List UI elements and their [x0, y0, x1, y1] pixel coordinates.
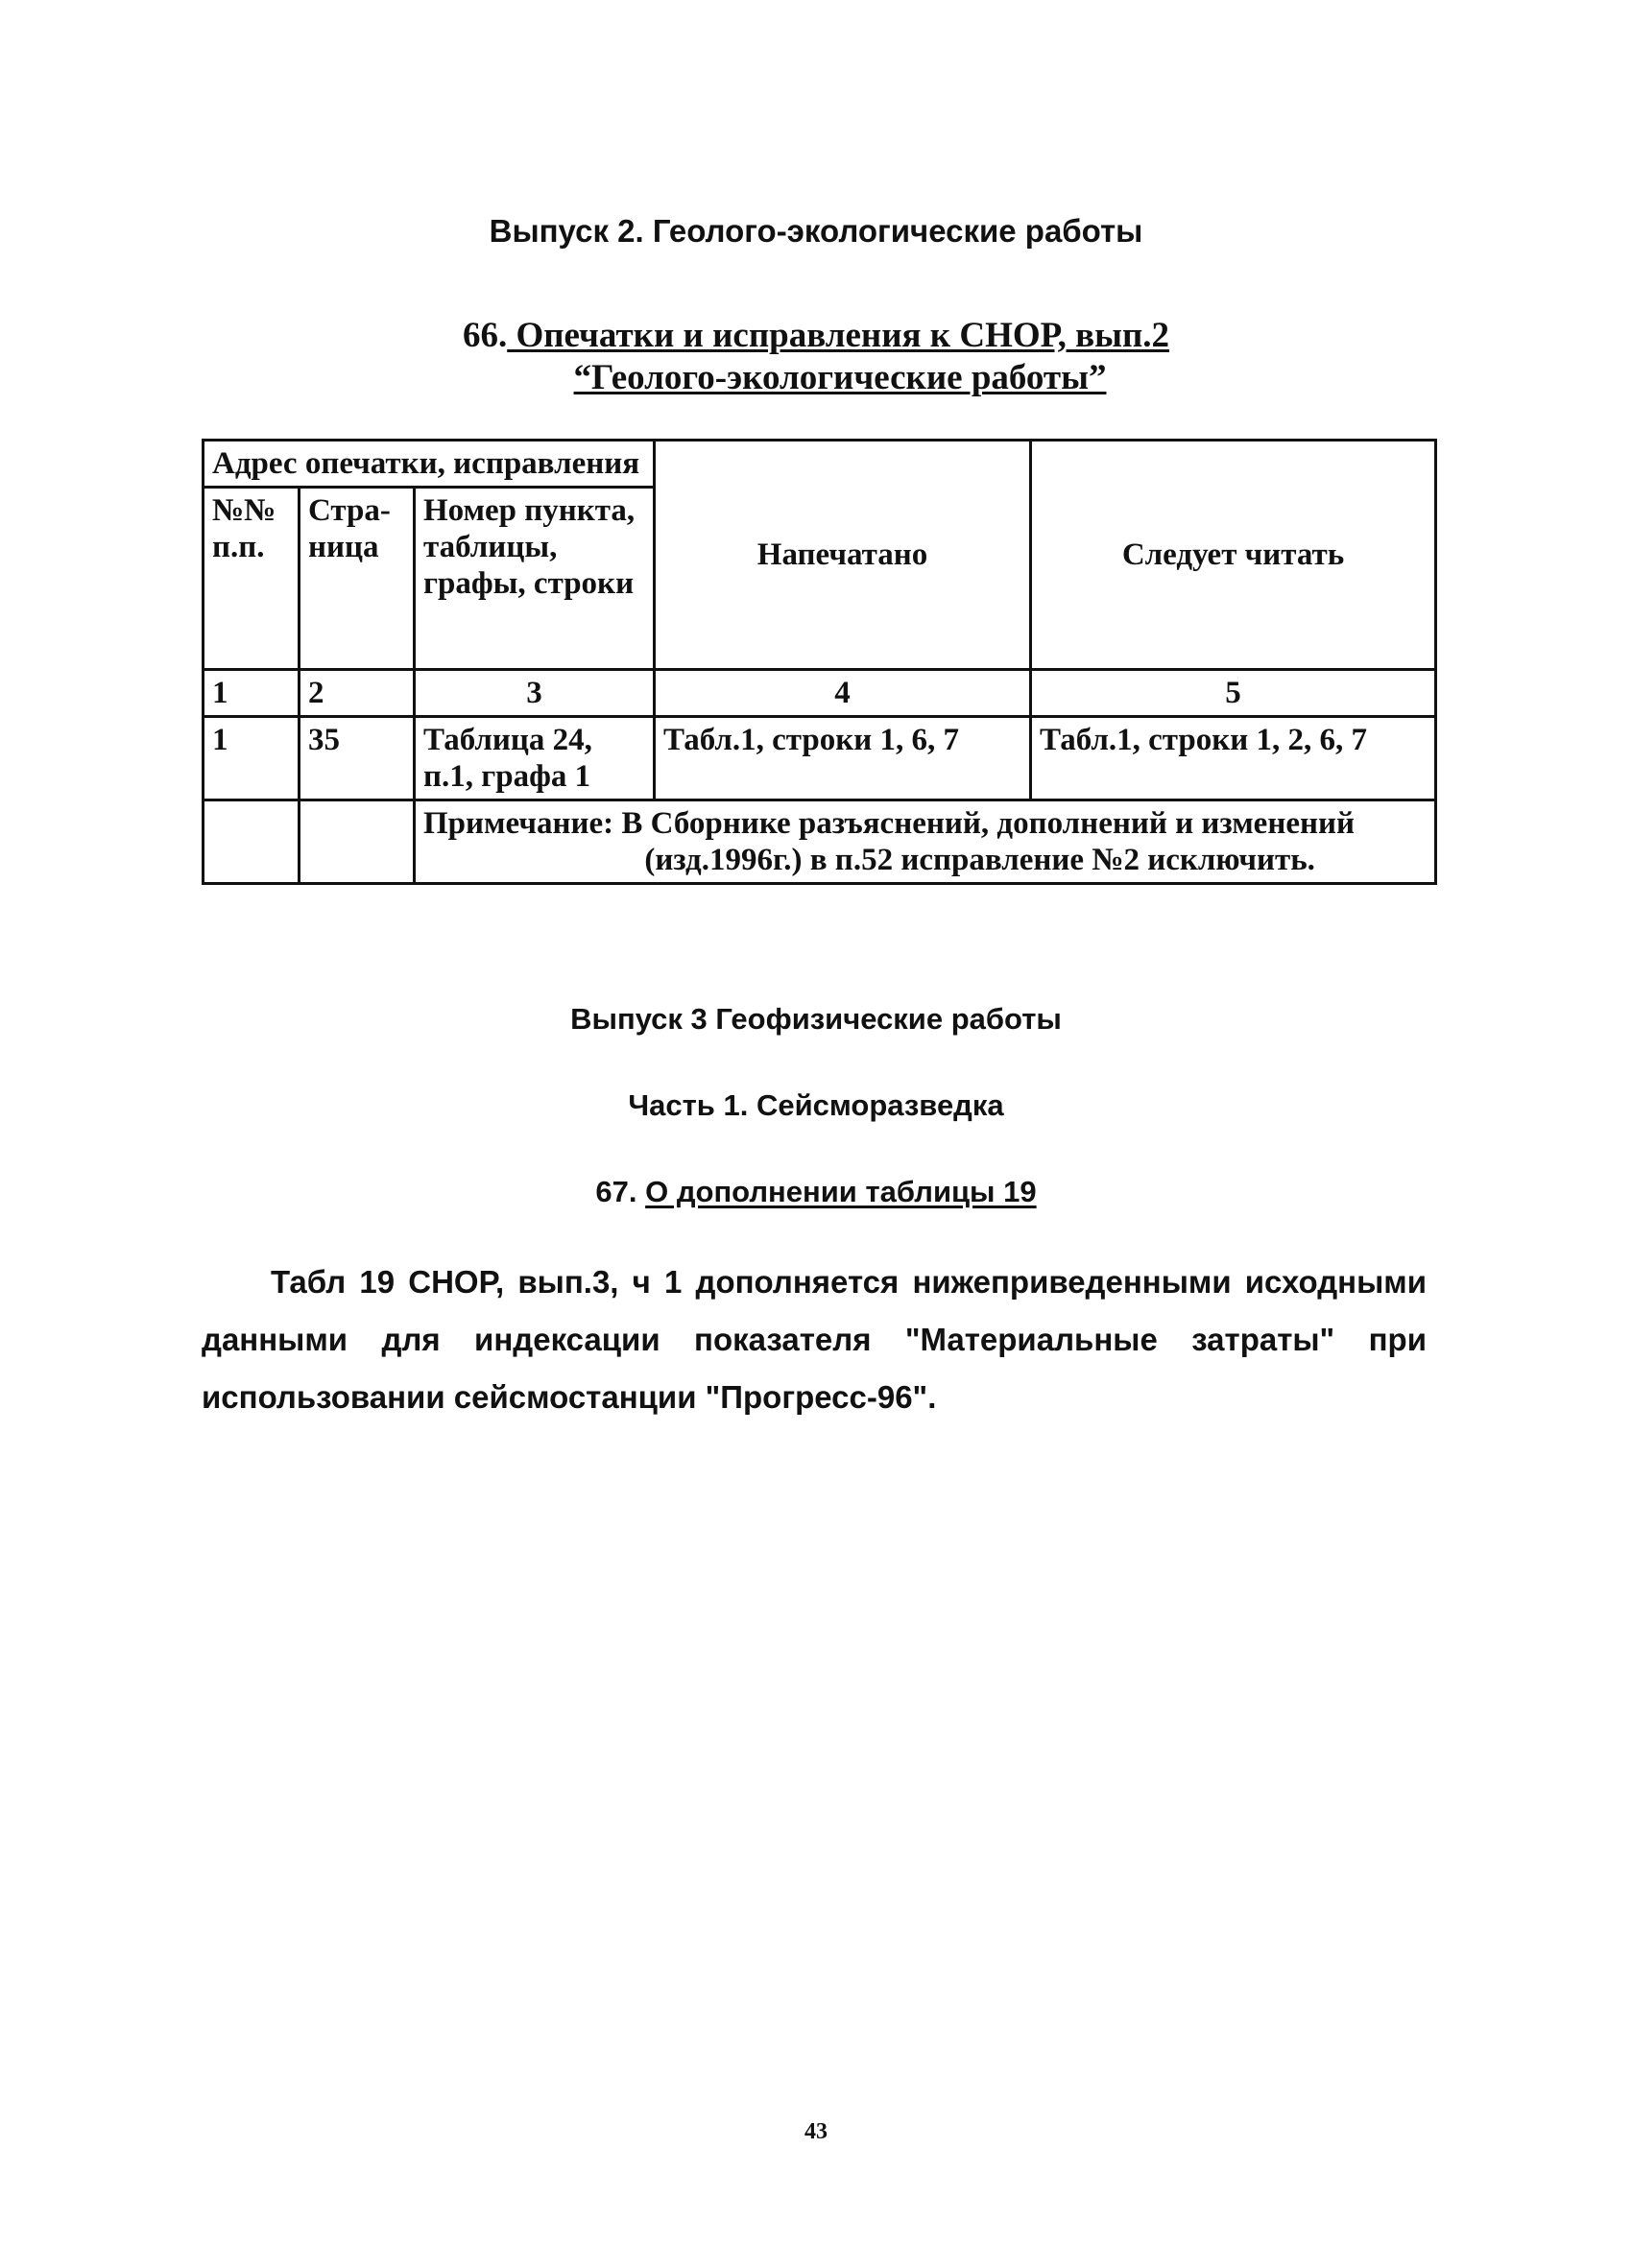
issue2-heading: Выпуск 2. Геолого-экологические работы: [489, 213, 1143, 249]
header-page: Стра-ница: [300, 488, 415, 670]
note-label: Примечание:: [423, 806, 614, 841]
header-address-group: Адрес опечатки, исправления: [204, 441, 655, 488]
paragraph-line: использовании сейсмостанции "Прогресс-96".: [202, 1379, 937, 1415]
note-line2: (изд.1996г.) в п.52 исправление №2 исключить.: [644, 843, 1315, 877]
table-row: [204, 717, 1436, 800]
column-number: 5: [1031, 670, 1436, 717]
cell-page: 35: [300, 717, 415, 800]
column-number: 1: [204, 670, 300, 717]
cell-empty: [300, 800, 415, 884]
body-paragraph: [202, 1253, 1427, 1426]
section66-title: [0, 315, 1632, 399]
section67-title-text: О дополнении таблицы 19: [645, 1175, 1037, 1208]
note-text: [621, 805, 1355, 878]
issue3-heading: Выпуск 3 Геофизические работы: [570, 1002, 1062, 1036]
cell-empty: [204, 800, 300, 884]
section66-number: 66.: [462, 316, 508, 355]
table-column-numbers-row: [204, 670, 1436, 717]
column-number: 2: [300, 670, 415, 717]
cell-printed: Табл.1, строки 1, 6, 7: [655, 717, 1031, 800]
table-note-row: [204, 800, 1436, 884]
header-point: Номер пункта, таблицы, графы, строки: [415, 488, 655, 670]
header-printed: Напечатано: [655, 441, 1031, 670]
column-number: 4: [655, 670, 1031, 717]
cell-num: 1: [204, 717, 300, 800]
paragraph-line: данными для индексации показателя "Материальные затраты" при: [202, 1322, 1427, 1357]
header-should-read: Следует читать: [1031, 441, 1436, 670]
table-header-row: [204, 441, 1436, 488]
column-number: 3: [415, 670, 655, 717]
section66-title-line1: Опечатки и исправления к СНОР, вып.2: [507, 316, 1170, 355]
page-number: 43: [804, 2119, 828, 2144]
section67-title: [0, 1175, 1632, 1209]
cell-read: Табл.1, строки 1, 2, 6, 7: [1031, 717, 1436, 800]
section67-number: 67.: [595, 1175, 637, 1208]
note-line1: В Сборнике разъяснений, дополнений и изменений: [621, 806, 1356, 841]
paragraph-line: Табл 19 СНОР, вып.3, ч 1 дополняется нижеприведенными исходными: [271, 1264, 1427, 1300]
header-item-number: №№ п.п.: [204, 488, 300, 670]
errata-table: [202, 439, 1437, 885]
note-cell: [415, 800, 1436, 884]
cell-item: Таблица 24, п.1, графа 1: [415, 717, 655, 800]
section66-title-line2: “Геолого-экологические работы”: [573, 358, 1107, 397]
part1-heading: Часть 1. Сейсморазведка: [628, 1088, 1004, 1122]
